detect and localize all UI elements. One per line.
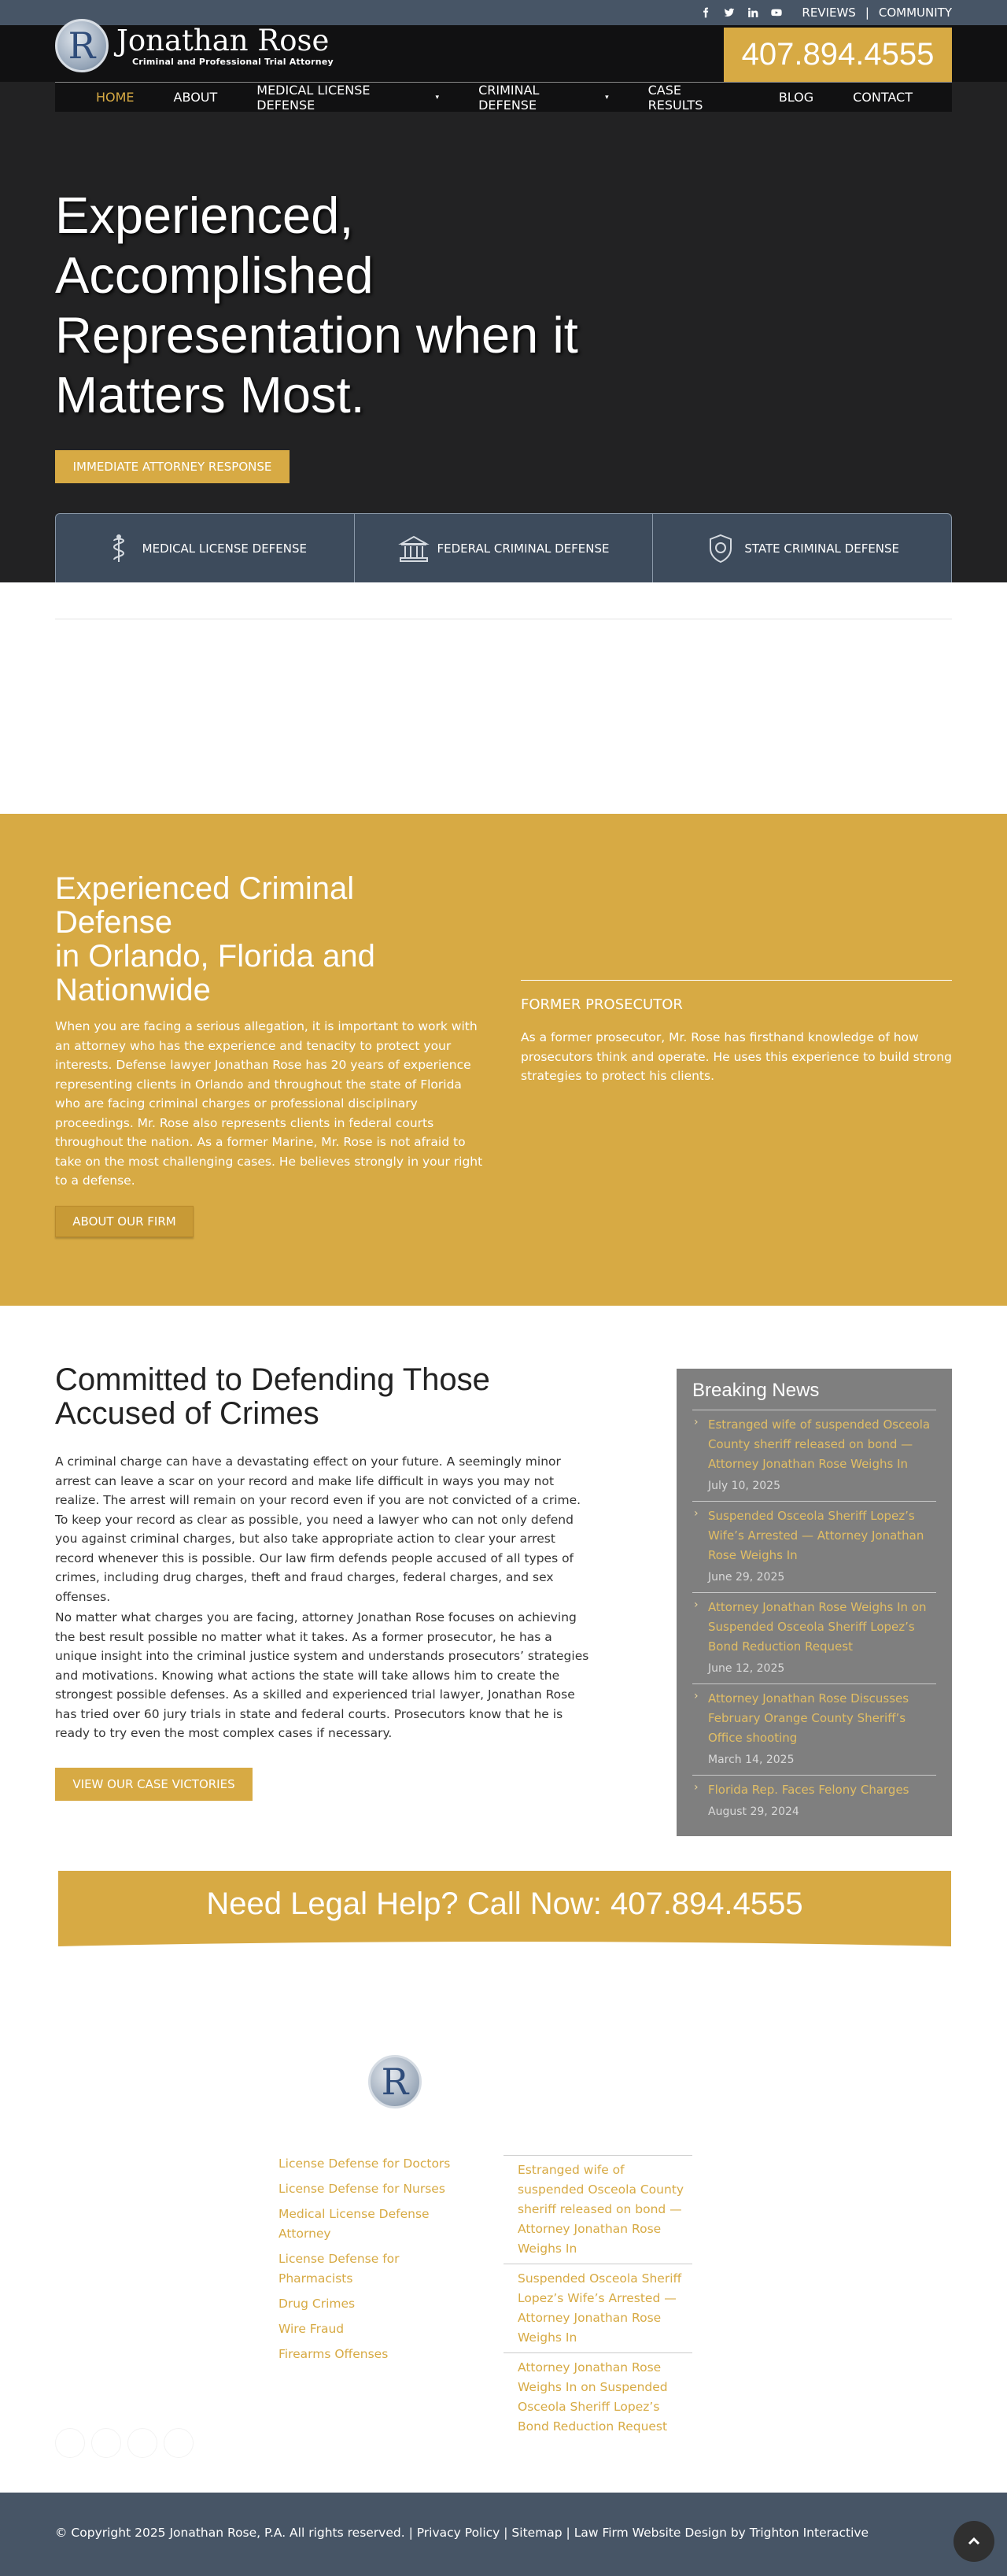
title-line: Experienced Criminal Defense: [55, 871, 355, 940]
footer-link[interactable]: Firearms Offenses: [278, 2347, 389, 2361]
experience-title: [55, 872, 464, 1007]
news-date: March 14, 2025: [708, 1754, 795, 1766]
chevron-right-icon: ›: [694, 1781, 699, 1794]
footer-practice-links: [278, 2154, 467, 2370]
breaking-news-title: Breaking News: [692, 1380, 820, 1401]
chevron-down-icon: ▾: [605, 93, 609, 102]
news-link[interactable]: Attorney Jonathan Rose Weighs In on Suspended Osceola Sheriff Lopez’s Bond Reduction Request: [708, 1600, 927, 1654]
chevron-down-icon: ▾: [435, 93, 440, 102]
social-icons: [699, 6, 783, 19]
header-phone-button[interactable]: 407.894.4555: [724, 28, 952, 82]
footer-link[interactable]: Drug Crimes: [278, 2297, 356, 2311]
footer-news-list: [504, 2155, 692, 2441]
service-tab-label: STATE CRIMINAL DEFENSE: [744, 541, 900, 556]
copyright-bar: [0, 2493, 1007, 2576]
service-tab-federal-criminal[interactable]: [355, 514, 654, 582]
service-tab-state-criminal[interactable]: [653, 514, 951, 582]
nav-home[interactable]: HOME: [96, 90, 135, 105]
news-date: August 29, 2024: [708, 1805, 799, 1818]
news-link[interactable]: Estranged wife of suspended Osceola County sheriff released on bond — Attorney Jonathan Rose Weighs In: [708, 1417, 931, 1471]
site-logo[interactable]: [55, 19, 334, 72]
facebook-icon[interactable]: [699, 6, 712, 19]
committed-paragraph-2: No matter what charges you are facing, attorney Jonathan Rose focuses on achieving the best result possible no matter what it takes. As a former prosecutor, he has a unique insight into the criminal justice system and understands prosecutors’ strategies and motivations. Knowing what actions the state will take allows him to create the strongest possible defenses. As a skilled and experienced trial lawyer, Jonathan Rose has tried over 60 jury trials in state and federal courts. Prosecutors know that he is ready to try even the most complex cases if necessary.: [55, 1610, 589, 1740]
nav-case-results[interactable]: CASE RESULTS: [647, 82, 703, 113]
footer-link[interactable]: License Defense for Doctors: [278, 2157, 451, 2171]
former-prosecutor-title: FORMER PROSECUTOR: [521, 996, 683, 1013]
news-date: June 12, 2025: [708, 1662, 785, 1675]
committed-section: [0, 1306, 1007, 1871]
nav-medical-license-defense[interactable]: [256, 83, 439, 113]
logo-monogram: R: [55, 19, 109, 72]
caduceus-icon: [103, 533, 135, 564]
nav-about[interactable]: ABOUT: [173, 90, 218, 105]
site-footer: [0, 2041, 1007, 2493]
footer-link[interactable]: Wire Fraud: [278, 2322, 345, 2336]
service-tab-medical-license[interactable]: [56, 514, 355, 582]
youtube-icon[interactable]: [770, 6, 783, 19]
former-prosecutor-body: As a former prosecutor, Mr. Rose has firsthand knowledge of how prosecutors think and operate. He uses this experience to build strong strategies to protect his clients.: [521, 1030, 952, 1083]
community-link[interactable]: COMMUNITY: [878, 6, 952, 20]
committed-paragraph-1: A criminal charge can have a devastating effect on your future. A seemingly minor arrest can leave a scar on your record and make life difficult in ways you may not realize. The arrest will remain on your record even if you are not convicted of a crime. To keep your record as clear as possible, you need a lawyer who can not only defend you against criminal charges, but also take appropriate action to clear your arrest record whenever this is possible. Our law firm defends people accused of all types of crimes, including drug charges, theft and fraud charges, federal charges, and sex offenses.: [55, 1454, 581, 1604]
nav-contact[interactable]: CONTACT: [853, 90, 913, 105]
chevron-right-icon: ›: [694, 1416, 699, 1428]
back-to-top-button[interactable]: [954, 2521, 994, 2562]
news-item: [692, 1501, 936, 1592]
social-circle-icon[interactable]: [164, 2428, 194, 2458]
footer-news-link[interactable]: Estranged wife of suspended Osceola County sheriff released on bond — Attorney Jonathan Rose Weighs In: [518, 2163, 684, 2256]
nav-blog[interactable]: BLOG: [778, 90, 814, 105]
call-now-banner[interactable]: [58, 1871, 951, 1953]
badge-icon: [705, 533, 736, 564]
main-nav: [55, 82, 952, 112]
nav-label: CRIMINAL DEFENSE: [478, 82, 540, 113]
nav-criminal-defense[interactable]: [478, 83, 609, 113]
news-item: [692, 1775, 936, 1827]
news-link[interactable]: Suspended Osceola Sheriff Lopez’s Wife’s Arrested — Attorney Jonathan Rose Weighs In: [708, 1509, 924, 1562]
footer-news-link[interactable]: Attorney Jonathan Rose Weighs In on Suspended Osceola Sheriff Lopez’s Bond Reduction Request: [518, 2360, 668, 2434]
site-header: [0, 25, 1007, 82]
about-our-firm-button[interactable]: ABOUT OUR FIRM: [55, 1206, 194, 1237]
logo-tagline: Criminal and Professional Trial Attorney: [132, 56, 334, 67]
experience-section: [0, 814, 1007, 1306]
footer-social-icons: [55, 2428, 194, 2458]
linkedin-icon[interactable]: [747, 6, 759, 19]
hero-section: [0, 82, 1007, 582]
view-case-victories-button[interactable]: VIEW OUR CASE VICTORIES: [55, 1768, 253, 1801]
reviews-link[interactable]: REVIEWS: [802, 6, 856, 20]
call-now-text: Need Legal Help? Call Now: 407.894.4555: [206, 1886, 803, 1921]
footer-link[interactable]: License Defense for Nurses: [278, 2182, 445, 2196]
news-date: July 10, 2025: [708, 1480, 780, 1492]
courthouse-icon: [398, 533, 430, 564]
twitter-icon[interactable]: [723, 6, 736, 19]
breaking-news-panel: [677, 1369, 952, 1836]
chevron-right-icon: ›: [694, 1507, 699, 1520]
chevron-up-icon: [966, 2533, 982, 2549]
spacer-section: [0, 619, 1007, 814]
social-circle-icon[interactable]: [91, 2428, 121, 2458]
social-circle-icon[interactable]: [127, 2428, 157, 2458]
footer-news-item: [504, 2264, 692, 2352]
service-tab-label: MEDICAL LICENSE DEFENSE: [142, 541, 307, 556]
chevron-right-icon: ›: [694, 1598, 699, 1611]
news-link[interactable]: Florida Rep. Faces Felony Charges: [708, 1783, 909, 1797]
news-item: [692, 1683, 936, 1775]
chevron-right-icon: ›: [694, 1690, 699, 1702]
news-item: [692, 1410, 936, 1501]
hero-headline: Experienced, Accomplished Representation when it Matters Most.: [55, 187, 578, 423]
committed-title: Committed to Defending Those Accused of Crimes: [55, 1362, 490, 1431]
social-circle-icon[interactable]: [55, 2428, 85, 2458]
news-link[interactable]: Attorney Jonathan Rose Discusses February Orange County Sheriff’s Office shooting: [708, 1691, 909, 1745]
link-separator: |: [865, 6, 869, 20]
footer-news-item: [504, 2155, 692, 2264]
divider-line: [521, 980, 952, 981]
footer-link[interactable]: License Defense for Pharmacists: [278, 2252, 400, 2286]
immediate-response-button[interactable]: IMMEDIATE ATTORNEY RESPONSE: [55, 450, 290, 483]
utility-links: [802, 6, 952, 20]
footer-link[interactable]: Medical License Defense Attorney: [278, 2207, 430, 2241]
footer-news-link[interactable]: Suspended Osceola Sheriff Lopez’s Wife’s Arrested — Attorney Jonathan Rose Weighs In: [518, 2271, 682, 2345]
logo-name: Jonathan Rose: [116, 23, 330, 57]
news-item: [692, 1592, 936, 1683]
footer-logo: R: [368, 2055, 422, 2108]
call-banner-section: [0, 1871, 1007, 2041]
title-line: in Orlando, Florida and Nationwide: [55, 939, 375, 1007]
footer-news-item: [504, 2352, 692, 2441]
service-tab-label: FEDERAL CRIMINAL DEFENSE: [437, 541, 610, 556]
copyright-text: © Copyright 2025 Jonathan Rose, P.A. All rights reserved. | Privacy Policy | Sitemap | Law Firm Website Design by Trighton Interactive: [55, 2526, 869, 2540]
experience-body: When you are facing a serious allegation, it is important to work with an attorney who has the experience and tenacity to protect your interests. Defense lawyer Jonathan Rose has 20 years of experience representing clients in Orlando and throughout the state of Florida who are facing criminal charges or professional disciplinary proceedings. Mr. Rose also represents clients in federal courts throughout the nation. As a former Marine, Mr. Rose is not afraid to take on the most challenging cases. He believes strongly in your right to a defense.: [55, 1019, 483, 1188]
nav-label: MEDICAL LICENSE DEFENSE: [256, 82, 371, 113]
news-date: June 29, 2025: [708, 1571, 785, 1584]
service-tabs: [55, 513, 952, 582]
